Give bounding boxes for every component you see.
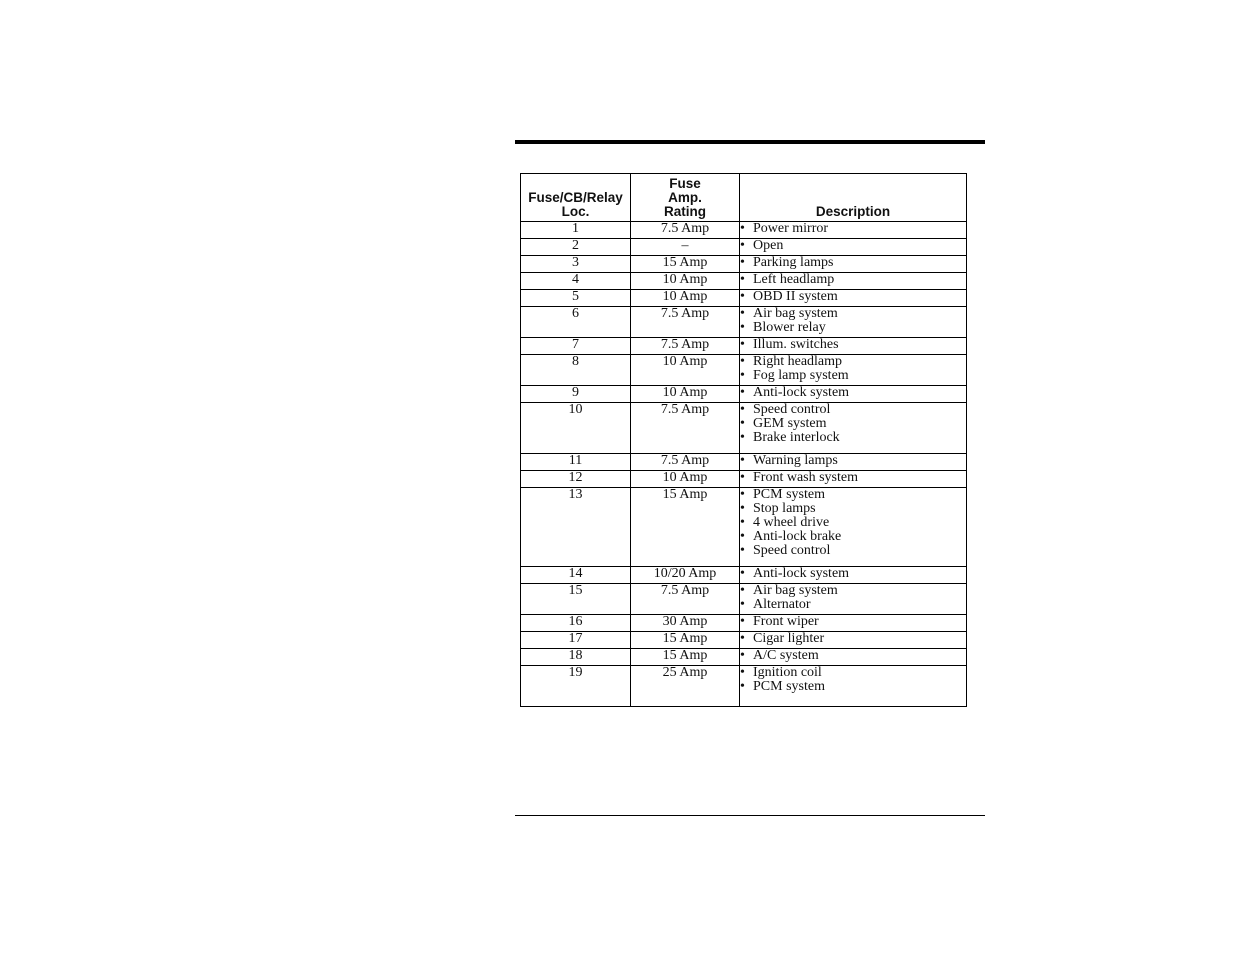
- bullet-icon: •: [740, 430, 745, 445]
- table-row: [521, 632, 967, 649]
- description-text: OBD II system: [753, 289, 838, 304]
- fuse-description: [740, 355, 967, 386]
- header-loc-line: Fuse/CB/Relay: [528, 190, 623, 205]
- fuse-location: 5: [521, 290, 631, 307]
- description-item: [740, 530, 966, 544]
- table-row: [521, 256, 967, 273]
- description-text: Ignition coil: [753, 665, 822, 680]
- bullet-icon: •: [740, 272, 745, 287]
- description-item: [740, 454, 966, 468]
- description-text: Air bag system: [753, 583, 838, 598]
- bullet-icon: •: [740, 631, 745, 646]
- fuse-location: 3: [521, 256, 631, 273]
- bullet-icon: •: [740, 487, 745, 502]
- fuse-amp-rating: 10 Amp: [631, 386, 740, 403]
- fuse-amp-rating: 7.5 Amp: [631, 403, 740, 454]
- description-item: [740, 680, 966, 694]
- fuse-amp-rating: 7.5 Amp: [631, 307, 740, 338]
- fuse-description: [740, 222, 967, 239]
- bullet-icon: •: [740, 385, 745, 400]
- table-row: [521, 615, 967, 632]
- fuse-description: [740, 256, 967, 273]
- header-amp-line: Rating: [664, 204, 706, 219]
- fuse-location: 8: [521, 355, 631, 386]
- bullet-icon: •: [740, 566, 745, 581]
- description-text: Illum. switches: [753, 337, 839, 352]
- bullet-icon: •: [740, 583, 745, 598]
- fuse-location: 18: [521, 649, 631, 666]
- fuse-amp-rating: 25 Amp: [631, 666, 740, 707]
- bullet-icon: •: [740, 501, 745, 516]
- fuse-description: [740, 273, 967, 290]
- description-item: [740, 417, 966, 431]
- bullet-icon: •: [740, 453, 745, 468]
- header-description: Description: [740, 174, 967, 222]
- bullet-icon: •: [740, 597, 745, 612]
- top-rule: [515, 140, 985, 144]
- bullet-icon: •: [740, 614, 745, 629]
- fuse-location: 11: [521, 454, 631, 471]
- fuse-amp-rating: 7.5 Amp: [631, 338, 740, 355]
- fuse-location: 4: [521, 273, 631, 290]
- table-body: [521, 222, 967, 707]
- fuse-description: [740, 567, 967, 584]
- header-loc-line: Loc.: [561, 204, 590, 219]
- fuse-amp-rating: 7.5 Amp: [631, 454, 740, 471]
- fuse-description: [740, 239, 967, 256]
- table-row: [521, 355, 967, 386]
- fuse-amp-rating: 30 Amp: [631, 615, 740, 632]
- table-row: [521, 222, 967, 239]
- description-item: [740, 598, 966, 612]
- bullet-icon: •: [740, 337, 745, 352]
- description-item: [740, 488, 966, 502]
- fuse-location: 1: [521, 222, 631, 239]
- bullet-icon: •: [740, 515, 745, 530]
- description-item: [740, 338, 966, 352]
- fuse-table: [520, 173, 967, 707]
- table-row: [521, 649, 967, 666]
- fuse-description: [740, 488, 967, 567]
- fuse-location: 9: [521, 386, 631, 403]
- description-text: Warning lamps: [753, 453, 838, 468]
- description-item: [740, 471, 966, 485]
- description-item: [740, 403, 966, 417]
- fuse-description: [740, 403, 967, 454]
- table-row: [521, 386, 967, 403]
- table-header-row: [521, 174, 967, 222]
- description-item: [740, 222, 966, 236]
- description-text: Parking lamps: [753, 255, 834, 270]
- fuse-amp-rating: 10 Amp: [631, 290, 740, 307]
- description-item: [740, 273, 966, 287]
- table-row: [521, 403, 967, 454]
- description-text: Anti-lock system: [753, 385, 850, 400]
- description-text: PCM system: [753, 679, 825, 694]
- description-text: GEM system: [753, 416, 827, 431]
- bullet-icon: •: [740, 529, 745, 544]
- description-item: [740, 256, 966, 270]
- header-amp-line: Amp.: [668, 190, 702, 205]
- description-item: [740, 355, 966, 369]
- description-item: [740, 431, 966, 445]
- fuse-location: 17: [521, 632, 631, 649]
- bullet-icon: •: [740, 306, 745, 321]
- description-text: Air bag system: [753, 306, 838, 321]
- bullet-icon: •: [740, 416, 745, 431]
- description-item: [740, 239, 966, 253]
- table-row: [521, 471, 967, 488]
- table-row: [521, 273, 967, 290]
- fuse-description: [740, 471, 967, 488]
- fuse-location: 14: [521, 567, 631, 584]
- description-item: [740, 567, 966, 581]
- bullet-icon: •: [740, 255, 745, 270]
- description-text: Speed control: [753, 402, 831, 417]
- description-text: Left headlamp: [753, 272, 835, 287]
- description-text: Anti-lock brake: [753, 529, 842, 544]
- table-row: [521, 666, 967, 707]
- header-loc: [521, 174, 631, 222]
- description-item: [740, 544, 966, 558]
- header-amp-line: Fuse: [669, 176, 701, 191]
- description-item: [740, 649, 966, 663]
- description-text: Fog lamp system: [753, 368, 849, 383]
- fuse-description: [740, 649, 967, 666]
- table-row: [521, 307, 967, 338]
- description-item: [740, 290, 966, 304]
- fuse-amp-rating: 10 Amp: [631, 471, 740, 488]
- description-item: [740, 502, 966, 516]
- fuse-location: 10: [521, 403, 631, 454]
- description-text: Alternator: [753, 597, 811, 612]
- fuse-description: [740, 454, 967, 471]
- description-item: [740, 369, 966, 383]
- fuse-location: 2: [521, 239, 631, 256]
- table-row: [521, 488, 967, 567]
- bullet-icon: •: [740, 354, 745, 369]
- bullet-icon: •: [740, 543, 745, 558]
- description-text: Front wiper: [753, 614, 819, 629]
- bullet-icon: •: [740, 665, 745, 680]
- fuse-amp-rating: 7.5 Amp: [631, 584, 740, 615]
- fuse-description: [740, 615, 967, 632]
- table-row: [521, 290, 967, 307]
- description-item: [740, 615, 966, 629]
- fuse-amp-rating: 15 Amp: [631, 488, 740, 567]
- description-text: A/C system: [753, 648, 819, 663]
- bullet-icon: •: [740, 289, 745, 304]
- fuse-location: 6: [521, 307, 631, 338]
- fuse-amp-rating: 10/20 Amp: [631, 567, 740, 584]
- description-text: Right headlamp: [753, 354, 843, 369]
- bullet-icon: •: [740, 320, 745, 335]
- bottom-rule: [515, 815, 985, 816]
- description-text: Power mirror: [753, 221, 829, 236]
- description-text: Cigar lighter: [753, 631, 825, 646]
- fuse-location: 15: [521, 584, 631, 615]
- bullet-icon: •: [740, 470, 745, 485]
- fuse-amp-rating: 15 Amp: [631, 649, 740, 666]
- bullet-icon: •: [740, 648, 745, 663]
- table-row: [521, 567, 967, 584]
- fuse-location: 7: [521, 338, 631, 355]
- bullet-icon: •: [740, 402, 745, 417]
- description-item: [740, 584, 966, 598]
- fuse-amp-rating: 7.5 Amp: [631, 222, 740, 239]
- fuse-location: 13: [521, 488, 631, 567]
- fuse-description: [740, 338, 967, 355]
- description-item: [740, 516, 966, 530]
- table-row: [521, 338, 967, 355]
- bullet-icon: •: [740, 221, 745, 236]
- table-row: [521, 454, 967, 471]
- description-text: PCM system: [753, 487, 825, 502]
- description-item: [740, 386, 966, 400]
- description-item: [740, 666, 966, 680]
- description-text: Front wash system: [753, 470, 858, 485]
- fuse-amp-rating: 10 Amp: [631, 273, 740, 290]
- fuse-location: 16: [521, 615, 631, 632]
- fuse-amp-rating: 15 Amp: [631, 632, 740, 649]
- description-text: Blower relay: [753, 320, 826, 335]
- header-amp: [631, 174, 740, 222]
- description-item: [740, 321, 966, 335]
- fuse-amp-rating: –: [631, 239, 740, 256]
- fuse-location: 12: [521, 471, 631, 488]
- fuse-description: [740, 632, 967, 649]
- bullet-icon: •: [740, 238, 745, 253]
- fuse-description: [740, 584, 967, 615]
- description-text: Anti-lock system: [753, 566, 850, 581]
- description-item: [740, 632, 966, 646]
- description-text: Brake interlock: [753, 430, 840, 445]
- bullet-icon: •: [740, 679, 745, 694]
- fuse-description: [740, 290, 967, 307]
- table-row: [521, 239, 967, 256]
- fuse-description: [740, 307, 967, 338]
- description-text: 4 wheel drive: [753, 515, 830, 530]
- fuse-location: 19: [521, 666, 631, 707]
- table-row: [521, 584, 967, 615]
- fuse-amp-rating: 15 Amp: [631, 256, 740, 273]
- fuse-description: [740, 666, 967, 707]
- fuse-amp-rating: 10 Amp: [631, 355, 740, 386]
- description-text: Open: [753, 238, 784, 253]
- description-text: Stop lamps: [753, 501, 816, 516]
- bullet-icon: •: [740, 368, 745, 383]
- description-text: Speed control: [753, 543, 831, 558]
- fuse-description: [740, 386, 967, 403]
- description-item: [740, 307, 966, 321]
